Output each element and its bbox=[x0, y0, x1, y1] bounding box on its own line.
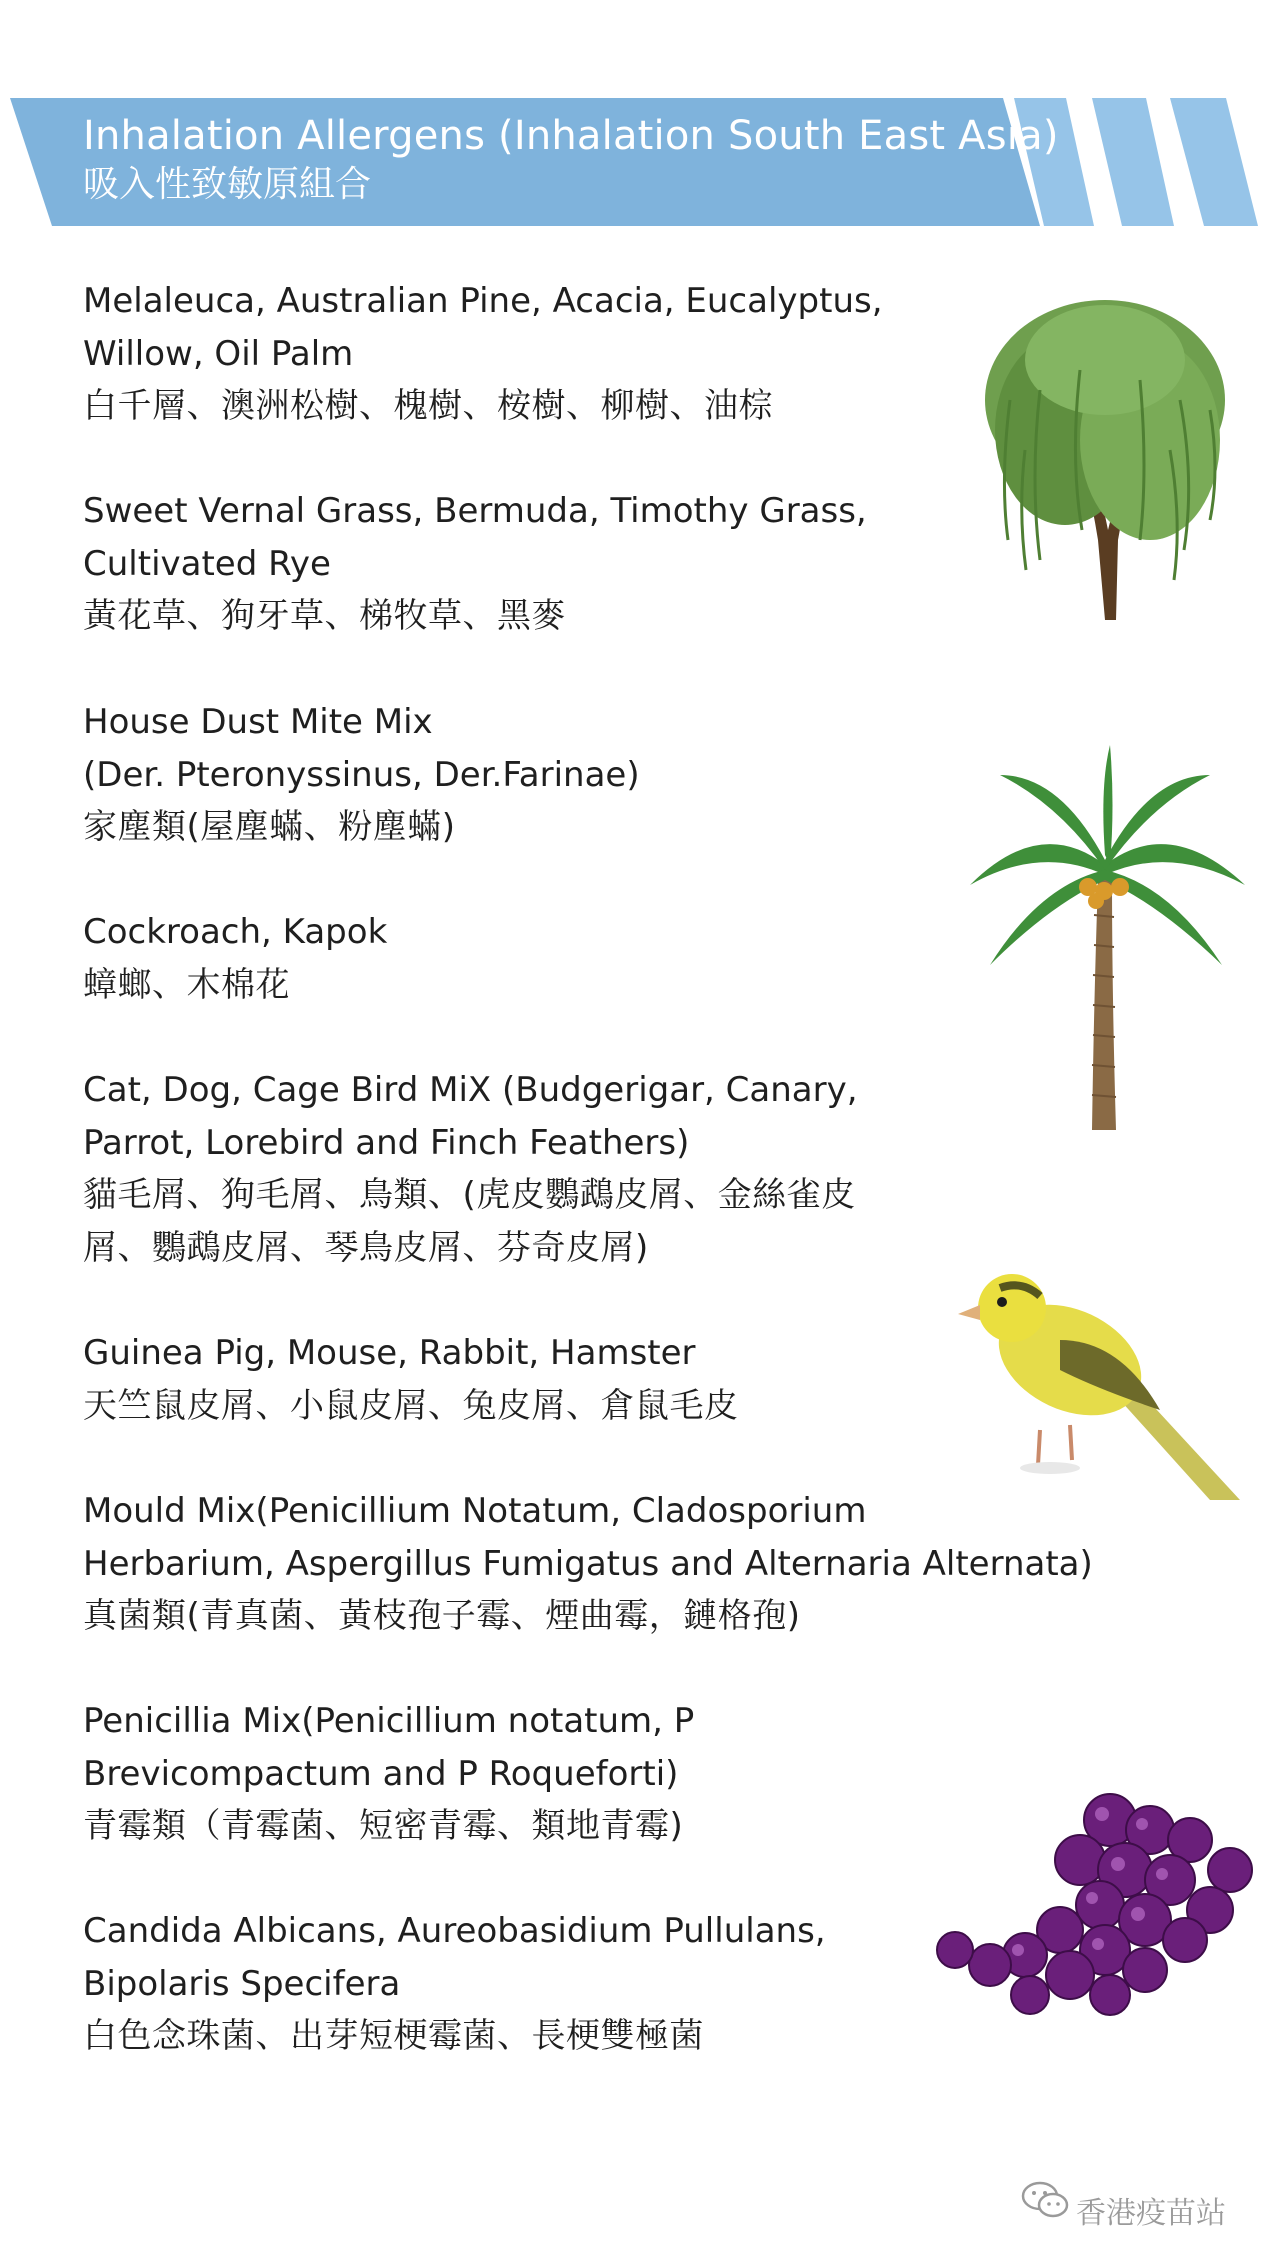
mould-spores-image bbox=[930, 1780, 1270, 2040]
allergen-line-chinese: 貓毛屑、狗毛屑、鳥類、(虎皮鸚鵡皮屑、金絲雀皮 bbox=[83, 1175, 856, 1215]
allergen-line-chinese: 屑、鸚鵡皮屑、琴鳥皮屑、芬奇皮屑) bbox=[83, 1227, 649, 1268]
allergen-group-rodents bbox=[83, 1327, 1083, 1432]
page-title: Inhalation Allergens (Inhalation South East Asia) bbox=[83, 113, 1059, 159]
allergen-line: Cockroach, Kapok bbox=[83, 912, 388, 952]
wechat-watermark bbox=[1020, 2178, 1260, 2234]
allergen-line-chinese: 家塵類(屋塵蟎、粉塵蟎) bbox=[83, 807, 456, 847]
allergen-line: Cat, Dog, Cage Bird MiX (Budgerigar, Canary, bbox=[83, 1070, 858, 1110]
allergen-group-animals bbox=[83, 1064, 1083, 1274]
allergen-line: Brevicompactum and P Roqueforti) bbox=[83, 1753, 679, 1794]
allergen-group-grasses bbox=[83, 485, 1083, 643]
allergen-line-chinese: 天竺鼠皮屑、小鼠皮屑、兔皮屑、倉鼠毛皮 bbox=[83, 1385, 739, 1426]
willow-tree-image bbox=[970, 290, 1240, 630]
allergen-line-chinese: 蟑螂、木棉花 bbox=[83, 964, 290, 1005]
allergen-line: Penicillia Mix(Penicillium notatum, P bbox=[83, 1701, 695, 1741]
banner-title-group bbox=[83, 110, 1059, 208]
allergen-group-mould bbox=[83, 1485, 1093, 1643]
allergen-line-chinese: 青霉類（青霉菌、短密青霉、類地青霉) bbox=[83, 1806, 684, 1846]
allergen-line: Mould Mix(Penicillium Notatum, Cladosporium bbox=[83, 1491, 867, 1531]
allergen-line: Cultivated Rye bbox=[83, 543, 331, 584]
palm-tree-image bbox=[960, 745, 1250, 1135]
allergen-line: Parrot, Lorebird and Finch Feathers) bbox=[83, 1122, 690, 1163]
allergen-line: Herbarium, Aspergillus Fumigatus and Alternaria Alternata) bbox=[83, 1543, 1093, 1584]
allergen-line: Sweet Vernal Grass, Bermuda, Timothy Grass, bbox=[83, 491, 867, 531]
allergen-line-chinese: 白千層、澳洲松樹、槐樹、桉樹、柳樹、油棕 bbox=[83, 386, 773, 426]
allergen-line-chinese: 真菌類(青真菌、黃枝孢子霉、煙曲霉，鏈格孢) bbox=[83, 1596, 801, 1636]
allergen-line: House Dust Mite Mix bbox=[83, 702, 433, 742]
wechat-icon bbox=[1020, 2178, 1072, 2222]
allergen-line-chinese: 白色念珠菌、出芽短梗霉菌、長梗雙極菌 bbox=[83, 2016, 704, 2056]
header-banner bbox=[0, 0, 1280, 240]
canary-bird-image bbox=[950, 1210, 1250, 1510]
page-title-chinese: 吸入性致敏原組合 bbox=[83, 164, 372, 205]
allergen-group-dust-mites bbox=[83, 696, 1083, 854]
allergen-line: Guinea Pig, Mouse, Rabbit, Hamster bbox=[83, 1333, 696, 1373]
allergen-line: (Der. Pteronyssinus, Der.Farinae) bbox=[83, 754, 640, 795]
allergen-group-trees bbox=[83, 275, 1083, 433]
allergen-line-chinese: 黃花草、狗牙草、梯牧草、黑麥 bbox=[83, 596, 566, 636]
allergen-line: Bipolaris Specifera bbox=[83, 1963, 401, 2004]
watermark-text: 香港疫苗站 bbox=[1076, 2196, 1226, 2231]
allergen-line: Willow, Oil Palm bbox=[83, 333, 354, 374]
allergen-line: Candida Albicans, Aureobasidium Pullulans, bbox=[83, 1911, 826, 1951]
allergen-group-cockroach-kapok bbox=[83, 906, 1083, 1011]
allergen-line: Melaleuca, Australian Pine, Acacia, Eucalyptus, bbox=[83, 281, 883, 321]
